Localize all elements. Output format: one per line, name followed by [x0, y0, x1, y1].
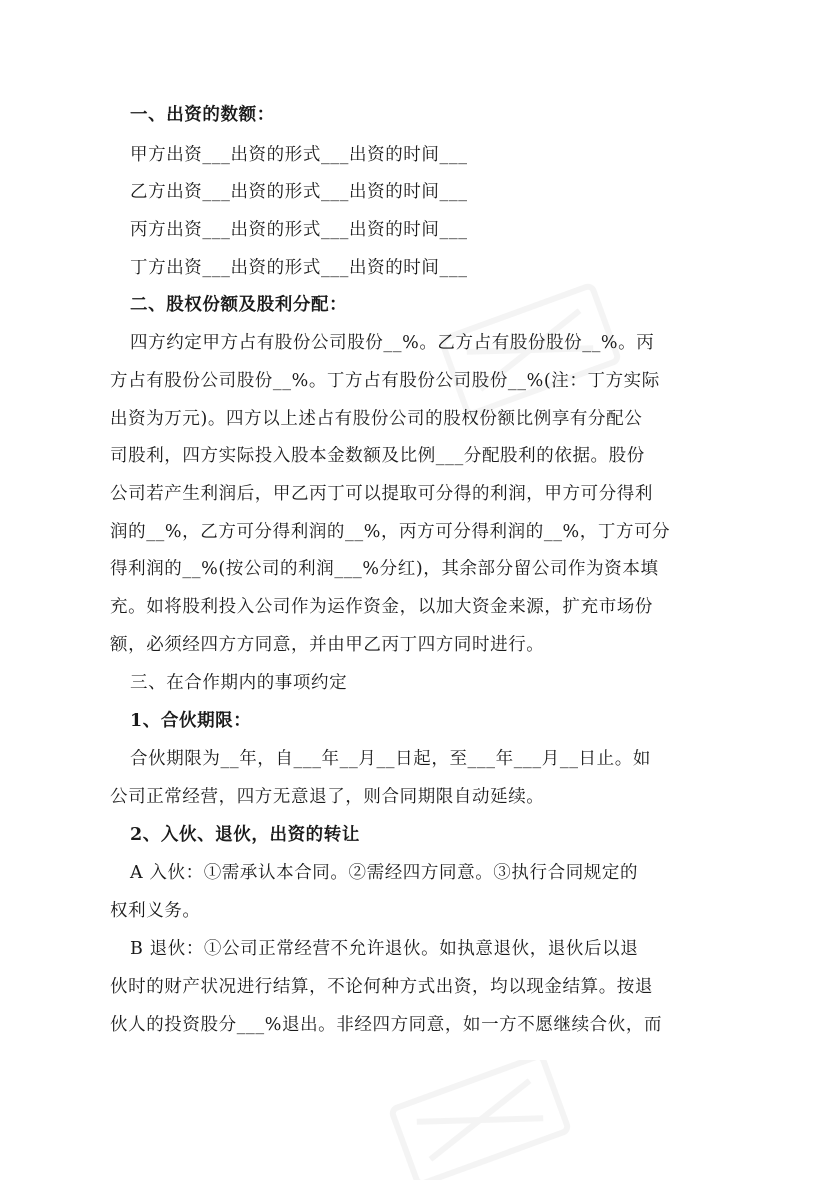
text-line: 丙方出资___出资的形式___出资的时间___: [130, 220, 468, 240]
text-line: 乙方出资___出资的形式___出资的时间___: [130, 182, 468, 202]
section-heading-capital-amount: 一、出资的数额：: [130, 105, 275, 125]
text-line: 出资为万元)。四方以上述占有股份公司的股权份额比例享有分配公: [110, 409, 643, 429]
watermark-logo-bottom: [380, 1060, 580, 1180]
subsection-heading-term: 1、合伙期限：: [130, 711, 252, 731]
text-line: 丁方出资___出资的形式___出资的时间___: [130, 258, 468, 278]
text-line: 公司正常经营，四方无意退了，则合同期限自动延续。: [110, 787, 545, 807]
subsection-heading-transfer: 2、入伙、退伙，出资的转让: [130, 825, 360, 845]
text-line: A 入伙：①需承认本合同。②需经四方同意。③执行合同规定的: [130, 863, 639, 883]
section-heading-equity: 二、股权份额及股利分配：: [130, 295, 348, 315]
text-line: 合伙期限为__年，自___年__月__日起，至___年___月__日止。如: [130, 749, 651, 769]
text-line: 充。如将股利投入公司作为运作资金，以加大资金来源，扩充市场份: [110, 597, 653, 617]
text-line: 权利义务。: [110, 901, 201, 921]
text-line: 方占有股份公司股份__%。丁方占有股份公司股份__%(注：丁方实际: [110, 371, 660, 391]
text-line: 甲方出资___出资的形式___出资的时间___: [130, 145, 468, 165]
text-line: 额，必须经四方方同意，并由甲乙丙丁四方同时进行。: [110, 635, 545, 655]
text-line: 四方约定甲方占有股份公司股份__%。乙方占有股份股份__%。丙: [130, 333, 655, 353]
text-line: 伙时的财产状况进行结算，不论何种方式出资，均以现金结算。按退: [110, 977, 653, 997]
text-line: 公司若产生利润后，甲乙丙丁可以提取可分得的利润，甲方可分得利: [110, 484, 653, 504]
text-line: B 退伙：①公司正常经营不允许退伙。如执意退伙，退伙后以退: [130, 939, 639, 959]
section-heading-cooperation: 三、在合作期内的事项约定: [130, 673, 348, 693]
text-line: 得利润的__%(按公司的利润___%分红)，其余部分留公司作为资本填: [110, 559, 659, 579]
text-line: 司股利，四方实际投入股本金数额及比例___分配股利的依据。股份: [110, 446, 645, 466]
text-line: 伙人的投资股分___%退出。非经四方同意，如一方不愿继续合伙，而: [110, 1015, 663, 1035]
text-line: 润的__%，乙方可分得利润的__%，丙方可分得利润的__%，丁方可分: [110, 522, 671, 542]
